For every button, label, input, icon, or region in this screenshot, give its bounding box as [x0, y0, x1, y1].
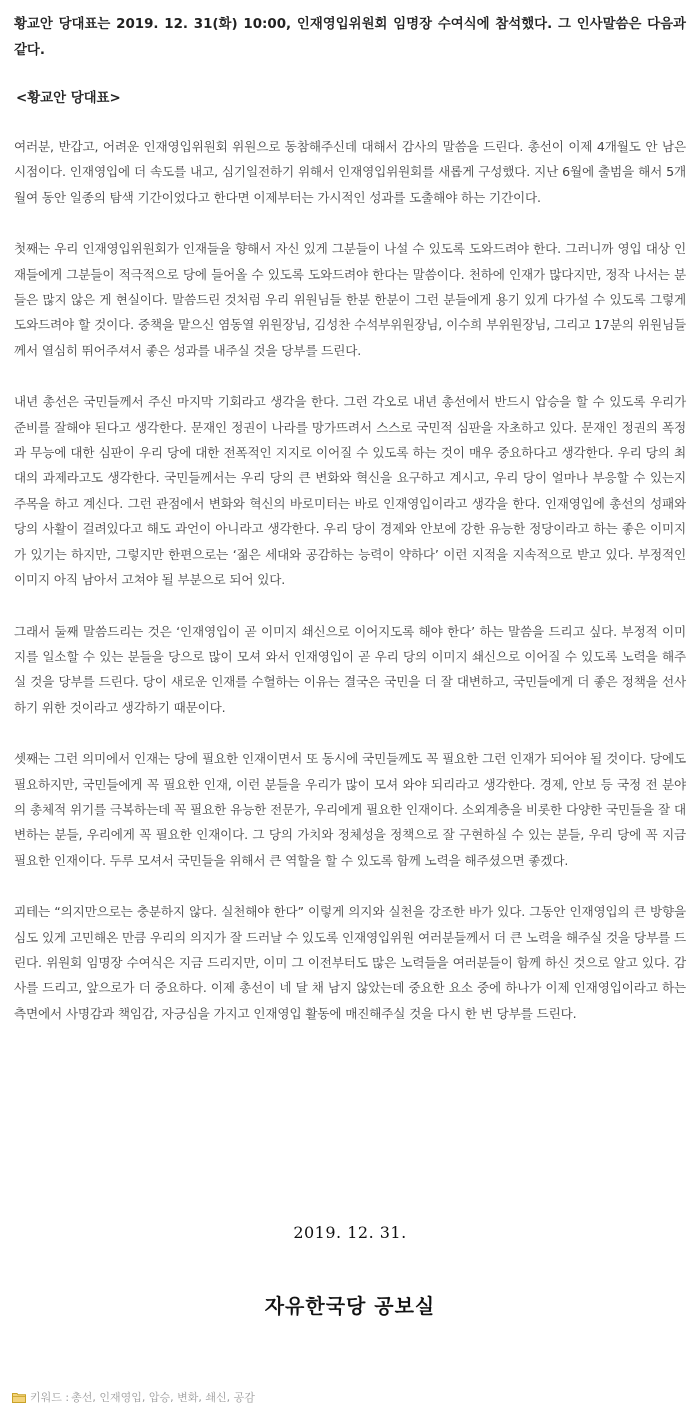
paragraph-3: 내년 총선은 국민들께서 주신 마지막 기회라고 생각을 한다. 그런 각오로 내년 총선에서 반드시 압승을 할 수 있도록 우리가 준비를 잘해야 된다고 생각한다. 문재인 정권이 나라를 망가뜨려서 스스로 국민적 심판을 자초하고 있다. 문재인 정권의 폭정과 무능에 대한 심판이 우리 당에 대한 전폭적인 지지로 이어질 수 있도록 하는 것이 매우 중요하다고 생각한다. 우리 당의 최대의 과제라고도 생각한다. 국민들께서는 우리 당의 큰 변화와 혁신을 요구하고 계시고, 우리 당이 얼마나 부응할 수 있는지 주목을 하고 계신다. 그런 관점에서 변화와 혁신의 바로미터는 바로 인재영입이라고 생각을 한다. 인재영입에 총선의 성패와 당의 사활이 걸려있다고 해도 과언이 아니라고 생각한다. 우리 당이 경제와 안보에 강한 유능한 정당이라고 하는 좋은 이미지가 있기는 하지만, 그렇지만 한편으로는 ‘젊은 세대와 공감하는 능력이 약하다’ 이런 지적을 지속적으로 받고 있다. 부정적인 이미지 아직 남아서 고쳐야 될 부분으로 되어 있다.	[14, 394, 686, 588]
paragraph-2: 첫째는 우리 인재영입위원회가 인재들을 향해서 자신 있게 그분들이 나설 수 있도록 도와드려야 한다. 그러니까 영입 대상 인재들에게 그분들이 적극적으로 당에 들어올 수 있도록 도와드려야 한다는 말씀이다. 천하에 인재가 많다지만, 정작 나서는 분들은 많지 않은 게 현실이다. 말씀드린 것처럼 우리 위원님들 한분 한분이 그런 분들에게 용기 있게 다가설 수 있도록 그렇게 도와드려야 할 것이다. 중책을 맡으신 염동열 위원장님, 김성찬 수석부위원장님, 이수희 부위원장님, 그리고 17분의 위원님들께서 열심히 뛰어주셔서 좋은 성과를 내주실 것을 당부를 드린다.	[14, 241, 686, 358]
speaker-heading: <황교안 당대표>	[16, 91, 121, 106]
release-date: 2019. 12. 31.	[293, 1223, 407, 1242]
paragraph-1: 여러분, 반갑고, 어려운 인재영입위원회 위원으로 동참해주신데 대해서 감사의 말씀을 드린다. 총선이 이제 4개월도 안 남은 시점이다. 인재영입에 더 속도를 내고, 심기일전하기 위해서 인재영입위원회를 새롭게 구성했다. 지난 6월에 출범을 해서 5개월여 동안 일종의 탐색 기간이었다고 한다면 이제부터는 가시적인 성과를 도출해야 하는 기간이다.	[14, 139, 686, 205]
paragraph-5: 셋째는 그런 의미에서 인재는 당에 필요한 인재이면서 또 동시에 국민들께도 꼭 필요한 그런 인재가 되어야 될 것이다. 당에도 필요하지만, 국민들에게 꼭 필요한 인재, 이런 분들을 우리가 많이 모셔 와야 되리라고 생각한다. 경제, 안보 등 국정 전 분야의 총체적 위기를 극복하는데 꼭 필요한 유능한 전문가, 우리에게 필요한 인재이다. 소외계층을 비롯한 다양한 국민들을 잘 대변하는 분들, 우리에게 꼭 필요한 인재이다. 그 당의 가치와 정체성을 정책으로 잘 구현하실 수 있는 분들, 우리 당에 꼭 지금 필요한 인재이다. 두루 모셔서 국민들을 위해서 큰 역할을 할 수 있도록 함께 노력을 해주셨으면 좋겠다.	[14, 751, 686, 868]
keywords-bar	[12, 1389, 255, 1405]
press-release-body	[14, 12, 686, 1052]
paragraph-4: 그래서 둘째 말씀드리는 것은 ‘인재영입이 곧 이미지 쇄신으로 이어지도록 해야 한다’ 하는 말씀을 드리고 싶다. 부정적 이미지를 일소할 수 있는 분들을 당으로 많이 모셔 와서 인재영입이 곧 우리 당의 이미지 쇄신으로 이어질 수 있도록 노력을 해주실 것을 당부를 드린다. 당이 새로운 인재를 수혈하는 이유는 결국은 국민을 더 잘 대변하고, 국민들에게 더 좋은 정책을 선사하기 위한 것이라고 생각하기 때문이다.	[14, 623, 686, 715]
keywords-label: 키워드 :	[30, 1391, 70, 1404]
intro-text: 황교안 당대표는 2019. 12. 31(화) 10:00, 인재영입위원회 임명장 수여식에 참석했다. 그 인사말씀은 다음과 같다.	[14, 17, 686, 58]
organization-signature: 자유한국당 공보실	[264, 1294, 436, 1318]
paragraph-6: 괴테는 “의지만으로는 충분하지 않다. 실천해야 한다” 이렇게 의지와 실천을 강조한 바가 있다. 그동안 인재영입의 큰 방향을 심도 있게 고민해온 만큼 우리의 의지가 잘 드러날 수 있도록 인재영입위원 여러분들께서 더 큰 노력을 해주실 것을 당부를 드린다. 위원회 임명장 수여식은 지금 드리지만, 이미 그 이전부터도 많은 노력들을 여러분들이 함께 하신 것으로 알고 있다. 감사를 드리고, 앞으로가 더 중요하다. 이제 총선이 네 달 채 남지 않았는데 중요한 요소 중에 하나가 이제 인재영입이라고 하는 측면에서 사명감과 책임감, 자긍심을 가지고 인재영입 활동에 매진해주실 것을 다시 한 번 당부를 드린다.	[14, 904, 686, 1021]
folder-icon	[12, 1392, 26, 1403]
keywords-list: 총선, 인재영입, 압승, 변화, 쇄신, 공감	[71, 1391, 255, 1404]
